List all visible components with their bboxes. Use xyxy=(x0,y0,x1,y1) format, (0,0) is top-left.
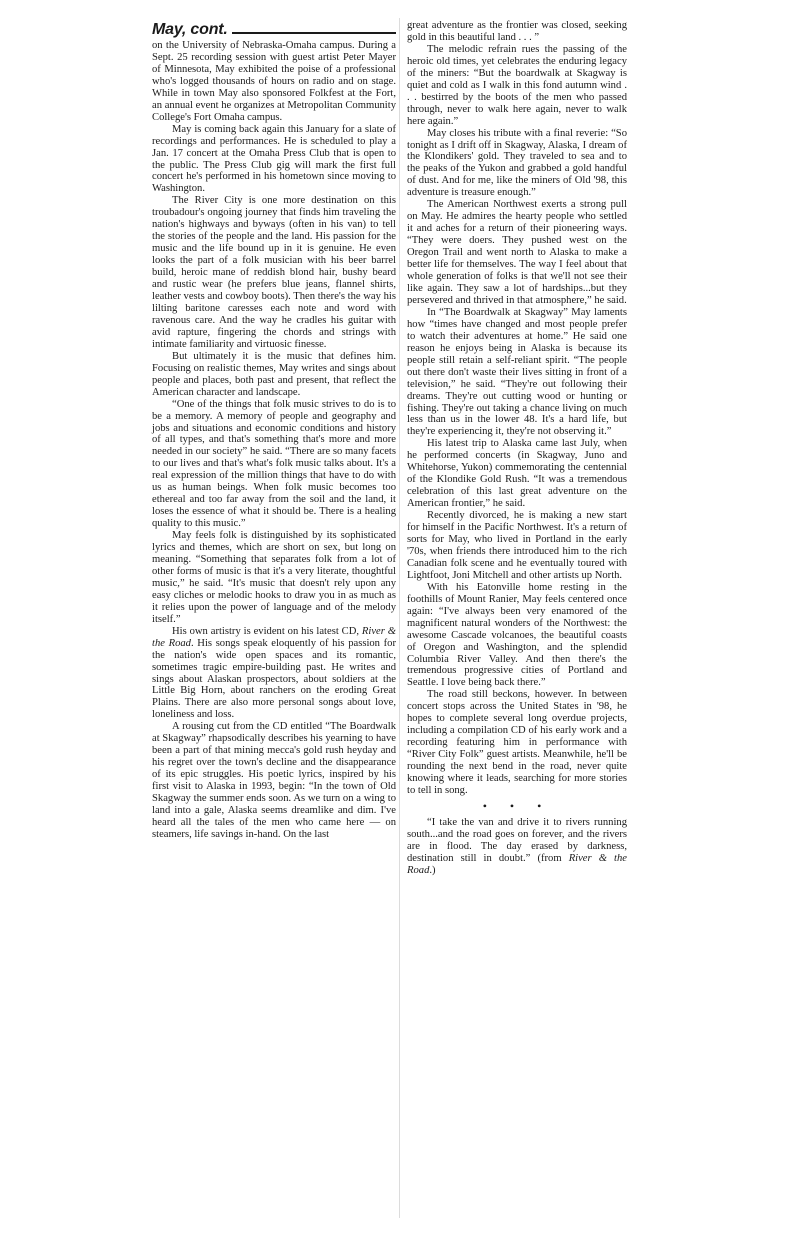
right-column xyxy=(407,20,627,877)
quote-text: “I take the van and drive it to rivers running south...and the road goes on forever, and the rivers are in flood. The day erased by darkness, destination still in doubt.” xyxy=(407,816,627,864)
text-span: . His songs speak eloquently of his passion for the nation's wide open spaces and its romantic, sometimes tragic empire-building past. He writes and sings about Alaskan prospectors, about soldiers at the Little Big Horn, about ranchers on the eroding Great Plains. There are also more personal songs about love, loneliness and loss. xyxy=(152,637,396,721)
article-paragraph: The melodic refrain rues the passing of the heroic old times, yet celebrates the enduring legacy of the miners: “But the boardwalk at Skagway is quiet and cold as I walk in this fond autumn wind . . . bestirred by the boots of the men who passed through, never to walk here again, never to walk here again.” xyxy=(407,43,627,127)
article-paragraph: But ultimately it is the music that defines him. Focusing on realistic themes, May writes and sings about people and places, both past and present, that reflect the American character and landscape. xyxy=(152,350,396,398)
text-span: His own artistry is evident on his latest CD, xyxy=(172,625,362,637)
article-paragraph: His latest trip to Alaska came last July, when he performed concerts (in Skagway, Juno and Whitehorse, Yukon) commemorating the centennial of the Klondike Gold Rush. “It was a tremendous celebration of this last great adventure on the American frontier,” he said. xyxy=(407,438,627,510)
album-title: River & the Road xyxy=(407,852,627,876)
article-paragraph: great adventure as the frontier was closed, seeking gold in this beautiful land . . . ” xyxy=(407,20,627,43)
continuation-header xyxy=(152,20,396,40)
section-separator: • • • xyxy=(482,798,552,813)
article-paragraph: Recently divorced, he is making a new start for himself in the Pacific Northwest. It's a return of sorts for May, who lived in Portland in the early '70s, when friends there introduced him to the rich Canadian folk scene and he eventually toured with Lightfoot, Joni Mitchell and other artists up North. xyxy=(407,510,627,581)
article-paragraph: May closes his tribute with a final reverie: “So tonight as I drift off in Skagway, Alaska, I dream of the Klondikers' gold. They traveled to sea and to the peaks of the Yukon and grabbed a gold handful of dust. And for me, like the miners of Old '98, this adventure is treasure enough.” xyxy=(407,127,627,199)
text-span: (from xyxy=(537,852,569,864)
album-title: River & the Road xyxy=(152,625,396,649)
article-paragraph-cd xyxy=(152,626,396,722)
article-paragraph: In “The Boardwalk at Skagway” May laments how “times have changed and most people prefer to watch their adventures at home.” He said one reason he enjoys being in Alaska is because its people still retain a self-reliant spirit. “The people out there don't waste their lives sitting in front of a television,” he said. “They're out following their dreams. They're out cutting wood or hunting or fishing. They're out taking a chance living on much less than us in the lower 48. It's a hard life, but they're experiencing it, they're not observing it.” xyxy=(407,306,627,438)
article-paragraph: “One of the things that folk music strives to do is to be a memory. A memory of people and geography and jobs and situations and economic conditions and history of all types, and that's something that's more and more needed in our society” he said. “There are so many facets to our lives and that's what's folk music talks about. It's a real expression of the million things that have to do with us as human beings. When folk music becomes too ethereal and too far away from the soil and the land, it loses the essence of what it should be. There is a healing quality to this music.” xyxy=(152,398,396,530)
article-paragraph: The River City is one more destination on this troubadour's ongoing journey that finds him traveling the nation's highways and byways (often in his van) to tell the stories of the people and the land. His passion for the music and the life bound up in it is genuine. He even looks the part of a folk musician with his beer barrel build, heroic mane of reddish blond hair, bushy beard and rustic wear (he prefers blue jeans, flannel shirts, leather vests and cowboy boots). Then there's the way his lilting baritone caresses each note and word with ravenous care. And the way he cradles his guitar with avid rapture, fingering the chords and strings with intimate familiarity and virtuosic finesse. xyxy=(152,195,396,350)
text-span: .) xyxy=(429,864,436,876)
article-paragraph: A rousing cut from the CD entitled “The Boardwalk at Skagway” rhapsodically describes his yearning to have been a part of that mining mecca's gold rush heyday and his regret over the town's decline and the disappearance of its epic struggles. His poetic lyrics, inspired by his first visit to Alaska in 1993, begin: “In the town of Old Skagway the summer ends soon. As we turn on a wing to land into a gale, Alaska seems dreamlike and dim. I've heard all the tales of the men who came here — on steamers, life savings in-hand. On the last xyxy=(152,721,396,840)
article-paragraph: The American Northwest exerts a strong pull on May. He admires the hearty people who settled it and aches for a return of their pioneering ways. “They were doers. They pushed west on the Oregon Trail and went north to Alaska to make a better life for themselves. The way I feel about that whole generation of folks is that we'll not see their like again. They saw a lot of hardships...but they persevered and thrived in that atmosphere,” he said. xyxy=(407,199,627,306)
column-divider xyxy=(399,18,400,1218)
article-paragraph: May is coming back again this January for a slate of recordings and performances. He is scheduled to play a Jan. 17 concert at the Omaha Press Club that is open to the public. The Press Club gig will mark the first full concert he's performed in his hometown since moving to Washington. xyxy=(152,123,396,195)
continuation-title: May, cont. xyxy=(152,21,228,38)
closing-quote xyxy=(407,817,627,877)
article-paragraph: With his Eatonville home resting in the foothills of Mount Ranier, May feels centered once again: “I've always been very enamored of the magnificent natural wonders of the Northwest: the awesome Cascade volcanoes, the beautiful coasts of Oregon and Washington, and the splendid Columbia River Valley. And then there's the tremendous progressive cities of Portland and Seattle. I love being back there.” xyxy=(407,581,627,689)
left-column xyxy=(152,20,396,841)
header-rule xyxy=(232,32,396,34)
article-paragraph: May feels folk is distinguished by its sophisticated lyrics and themes, which are short on sex, but long on meaning. “Something that separates folk from a lot of other forms of music is that it's a very literate, thoughtful music,” he said. “It's music that doesn't rely upon any easy cliches or melodic hooks to draw you in as much as it relies upon the power of language and of the melody itself.” xyxy=(152,530,396,625)
article-paragraph: on the University of Nebraska-Omaha campus. During a Sept. 25 recording session with guest artist Peter Mayer of Minnesota, May exhibited the poise of a professional who's logged thousands of hours on radio and on stage. While in town May also sponsored Folkfest at the Fort, an annual event he organizes at Metropolitan Community College's Fort Omaha campus. xyxy=(152,40,396,123)
article-paragraph: The road still beckons, however. In between concert stops across the United States in '98, he hopes to complete several long overdue projects, including a compilation CD of his early work and a recording featuring him in performance with “River City Folk” guest artists. Meanwhile, he'll be rounding the next bend in the road, never quite knowing where it leads, searching for more stories to tell in song. xyxy=(407,689,627,796)
